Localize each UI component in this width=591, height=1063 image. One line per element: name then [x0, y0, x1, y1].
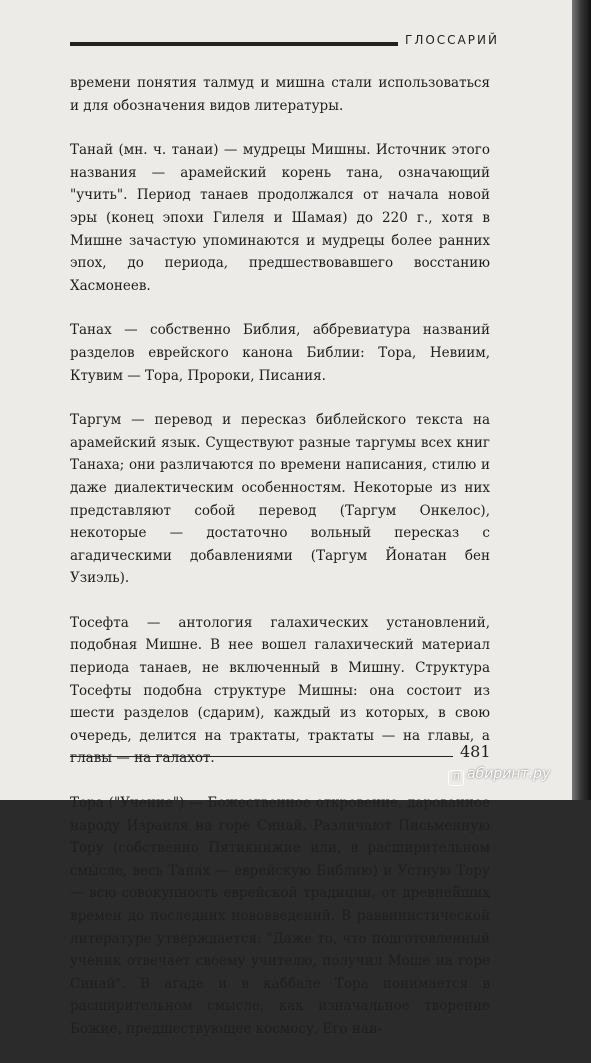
page-number: 481 — [460, 742, 491, 761]
watermark — [448, 766, 550, 786]
glossary-entry-tanakh: Танах — собственно Библия, аббревиатура названий разделов еврейского канона Библии: Тора, Невиим, Ктувим — Тора, Пророки, Писания. — [70, 322, 490, 384]
header-rule — [70, 42, 398, 46]
book-spine-shadow — [572, 0, 591, 800]
footer-rule — [70, 756, 453, 757]
labirint-logo-icon: Л — [448, 770, 464, 786]
glossary-entry-continued: времени понятия талмуд и мишна стали использоваться и для обозначения видов литературы. — [70, 75, 490, 114]
glossary-entry-targum: Таргум — перевод и пересказ библейского текста на арамейский язык. Существуют разные таргумы всех книг Танаха; они различаются по времени написания, стилю и даже диалектическим особенностям. Некоторые из них представляют собой перевод (Таргум Онкелос), некоторые — достаточно вольный пересказ с агадическими добавлениями (Таргум Йонатан бен Узиэль). — [70, 412, 490, 587]
glossary-entry-tora: Тора ("Учение") — Божественное откровение, дарованное народу Израиля на горе Синай. Различают Письменную Тору (собственно Пятикнижие или, в расширительном смысле, весь Танах — еврейскую Библию) и Устную Тору — всю совокупность еврейской традиции, от древнейших времен до последних нововведений. В раввинистической литературе утверждается: "Даже то, что подготовленный ученик отвечает своему учителю, получил Моше на горе Синай". В агаде и в каббале Тора понимается в расширительном смысле, как изначальное творение Божие, предшествующее космосу, Его наи- — [70, 795, 490, 1037]
glossary-entry-tosefta: Тосефта — антология галахических установлений, подобная Мишне. В нее вошел галахический материал периода танаев, не включенный в Мишну. Структура Тосефты подобна структуре Мишны: она состоит из шести разделов (сдарим), каждый из которых, в свою очередь, делится на трактаты, трактаты — на главы, а главы — на галахот. — [70, 614, 490, 767]
glossary-text — [70, 72, 490, 1063]
watermark-text: абиринт.ру — [467, 766, 551, 782]
running-header: ГЛОССАРИЙ — [405, 33, 499, 47]
glossary-entry-tanai: Танай (мн. ч. танаи) — мудрецы Мишны. Источник этого названия — арамейский корень тана, означающий "учить". Период танаев продолжался от начала новой эры (конец эпохи Гилеля и Шамая) до 220 г., хотя в Мишне зачастую упоминаются и мудрецы более ранних эпох, до периода, предшествовавшего восстанию Хасмонеев. — [70, 142, 490, 294]
